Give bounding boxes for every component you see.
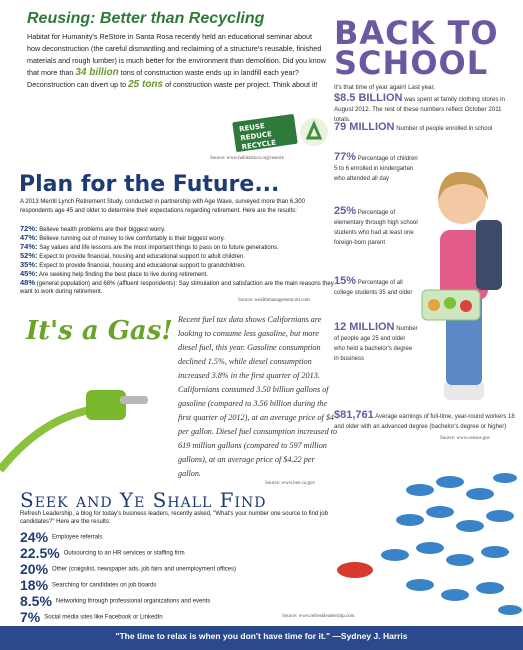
seek-pct: 24% — [20, 529, 49, 545]
stat-number: 77% — [334, 151, 357, 163]
sign-reduce: REDUCE — [239, 130, 273, 143]
backpack — [476, 220, 502, 290]
seek-text: Other (craigslist, newspaper ads, job fairs and unemployment offices) — [52, 566, 237, 573]
seek-pct: 20% — [20, 561, 49, 577]
stat-text: Percentage of elementary through high school students who had at least one foreign-born parent — [334, 210, 418, 246]
plan-item — [20, 234, 335, 243]
bts-intro-1: It's that time of year again! Last year, — [334, 84, 435, 91]
reuse-paragraph — [27, 31, 327, 91]
plan-pct: 74%: — [20, 242, 38, 251]
seek-pct: 7% — [20, 609, 41, 625]
plan-text: Expect to provide financial, housing and educational support to grandchildren. — [39, 263, 246, 269]
plan-item — [20, 270, 335, 279]
seek-item — [20, 529, 102, 545]
plan-text: (general population) and 68% (affluent respondents): Say stimulation and satisfaction are the main reasons they want to work during retirement. — [20, 281, 334, 295]
plan-pct: 35%: — [20, 260, 38, 269]
plan-item — [20, 243, 335, 252]
bts-amount: $8.5 BILLION — [334, 92, 403, 104]
red-fish — [337, 562, 373, 578]
seek-source: Source: www.refreshleadership.com — [282, 614, 355, 619]
school-stat — [334, 410, 516, 432]
stat-text: Number of people enrolled in school — [396, 126, 493, 132]
bts-intro — [334, 83, 509, 125]
gas-paragraph: Recent fuel tax data shows Californians are looking to consume less gasoline, but more diesel fuel, this year. Gasoline consumption declined 1.5%, while diesel consumption increased 3.8% in the first quarter of 2013. Californians consumed 3.50 billion gallons of gasoline (compared to 3.56 billion during the first quarter of 2012), at an average price of $4 per gallon. Diesel fuel consumption increased to 619 million gallons (compared to 597 million gallons), at an average price of $4.22 per gallon. — [178, 315, 338, 478]
recycle-sign-illustration — [232, 112, 332, 154]
tons-figure: 34 billion — [75, 67, 119, 78]
stat-number: 15% — [334, 275, 357, 287]
plan-item — [20, 261, 335, 270]
school-stat — [334, 152, 418, 184]
seek-item — [20, 561, 236, 577]
seek-item — [20, 593, 210, 609]
seek-text: Outsourcing to an HR services or staffing firm — [63, 550, 185, 557]
footer-quote: "The time to relax is when you don't have time for it." —Sydney J. Harris — [115, 631, 408, 641]
bts-title-line2: SCHOOL — [334, 44, 489, 82]
plan-text: Are seeking help finding the best place to live during retirement. — [38, 272, 208, 278]
plan-heading: Plan for the Future... — [19, 172, 280, 197]
gas-source: Source: www.boe.ca.gov — [265, 481, 315, 486]
sign-recycle: RECYCLE — [241, 138, 277, 152]
plan-item — [20, 279, 335, 296]
seek-text: Networking through professional organizations and events — [55, 598, 211, 605]
stat-text: Percentage of all college students 35 and older — [334, 280, 413, 296]
plan-text: Believe health problems are their biggest worry. — [39, 227, 166, 233]
stat-text: Percentage of children 5 to 6 enrolled in kindergarten who attended all day — [334, 156, 418, 182]
back-to-school-heading — [334, 14, 504, 82]
plan-item — [20, 252, 335, 261]
schoolgirl-illustration — [416, 160, 516, 410]
stat-text: Average earnings of full-time, year-round workers 18 and older with an advanced degree (bachelor's degree or higher) — [334, 414, 515, 430]
plan-pct: 47%: — [20, 233, 38, 242]
gas-heading: It's a Gas! — [26, 316, 173, 346]
bts-intro-2: was spent at family clothing stores in August 2012. The rest of these numbers reflect October 2011 totals. — [334, 96, 505, 123]
fuel-hose — [0, 410, 90, 470]
seek-pct: 8.5% — [20, 593, 52, 609]
seek-heading: Seek and Ye Shall Find — [20, 488, 267, 512]
tons-project-figure: 25 tons — [128, 79, 164, 90]
reuse-text-1: Habitat for Humanity's ReStore in Santa Rosa recently held an educational seminar about how deconstruction (the careful dismantling and reclaiming of a structure's reusable, finished materials and rough lumber) is much better for the environment than demolition. Did you know that more than — [27, 32, 326, 77]
seek-pct: 18% — [20, 577, 49, 593]
recycle-icon — [300, 118, 328, 146]
school-source: Source: www.census.gov — [440, 436, 491, 441]
plan-source: Source: wealthmanagement.ml.com — [238, 298, 310, 303]
plan-item — [20, 225, 335, 234]
reuse-heading: Reusing: Better than Recycling — [27, 10, 265, 27]
seek-pct: 22.5% — [20, 545, 60, 561]
stat-text: Number of people age 25 and older who held a bachelor's degree in business — [334, 326, 418, 362]
fuel-nozzle-illustration — [0, 360, 150, 475]
nozzle-spout — [120, 396, 148, 404]
plan-text: Believe running out of money to live comfortably is their biggest worry. — [39, 236, 225, 242]
bts-title-line1: BACK TO — [334, 14, 499, 52]
reuse-text-2: tons of construction waste ends up in landfill each year? Deconstruction can divert up to — [27, 68, 299, 89]
seek-item — [20, 577, 156, 593]
plan-pct: 72%: — [20, 224, 38, 233]
seek-item — [20, 609, 163, 625]
seek-text: Employee referrals — [52, 534, 103, 541]
plan-pct: 45%: — [20, 269, 38, 278]
plan-pct: 52%: — [20, 251, 38, 260]
seek-intro: Refresh Leadership, a blog for today's business leaders, recently asked, "What's your number one source to find job candidates?" Here are the results: — [20, 511, 328, 525]
school-stat — [334, 322, 418, 364]
school-stat — [334, 122, 514, 134]
seek-item — [20, 545, 185, 561]
stat-number: $81,761 — [334, 409, 374, 421]
sign-reuse: REUSE — [238, 122, 266, 134]
school-stat — [334, 276, 418, 298]
plan-pct: 48% — [20, 278, 36, 287]
plan-text: Say values and life lessons are the most important things to pass on to future generations. — [39, 245, 279, 251]
reuse-text-3: of construction waste per project. Think about it! — [165, 80, 318, 89]
plan-intro: A 2013 Merrill Lynch Retirement Study, conducted in partnership with Age Wave, surveyed more than 6,300 respondents age 45 and older to determine their expectations regarding retirement. Here are the results: — [20, 199, 305, 214]
blue-fish-group — [381, 473, 522, 615]
seek-text: Social media sites like Facebook or LinkedIn — [44, 614, 163, 621]
nozzle-handle — [86, 390, 126, 420]
reuse-source: Source: www.habitatsoco.org/restore — [210, 156, 284, 161]
stat-number: 12 MILLION — [334, 321, 395, 333]
plan-text: Expect to provide financial, housing and educational support to adult children. — [39, 254, 245, 260]
stat-number: 25% — [334, 205, 357, 217]
school-stat — [334, 206, 418, 248]
stat-number: 79 MILLION — [334, 121, 395, 133]
seek-text: Searching for candidates on job boards — [52, 582, 157, 589]
fish-school-illustration — [300, 460, 523, 625]
